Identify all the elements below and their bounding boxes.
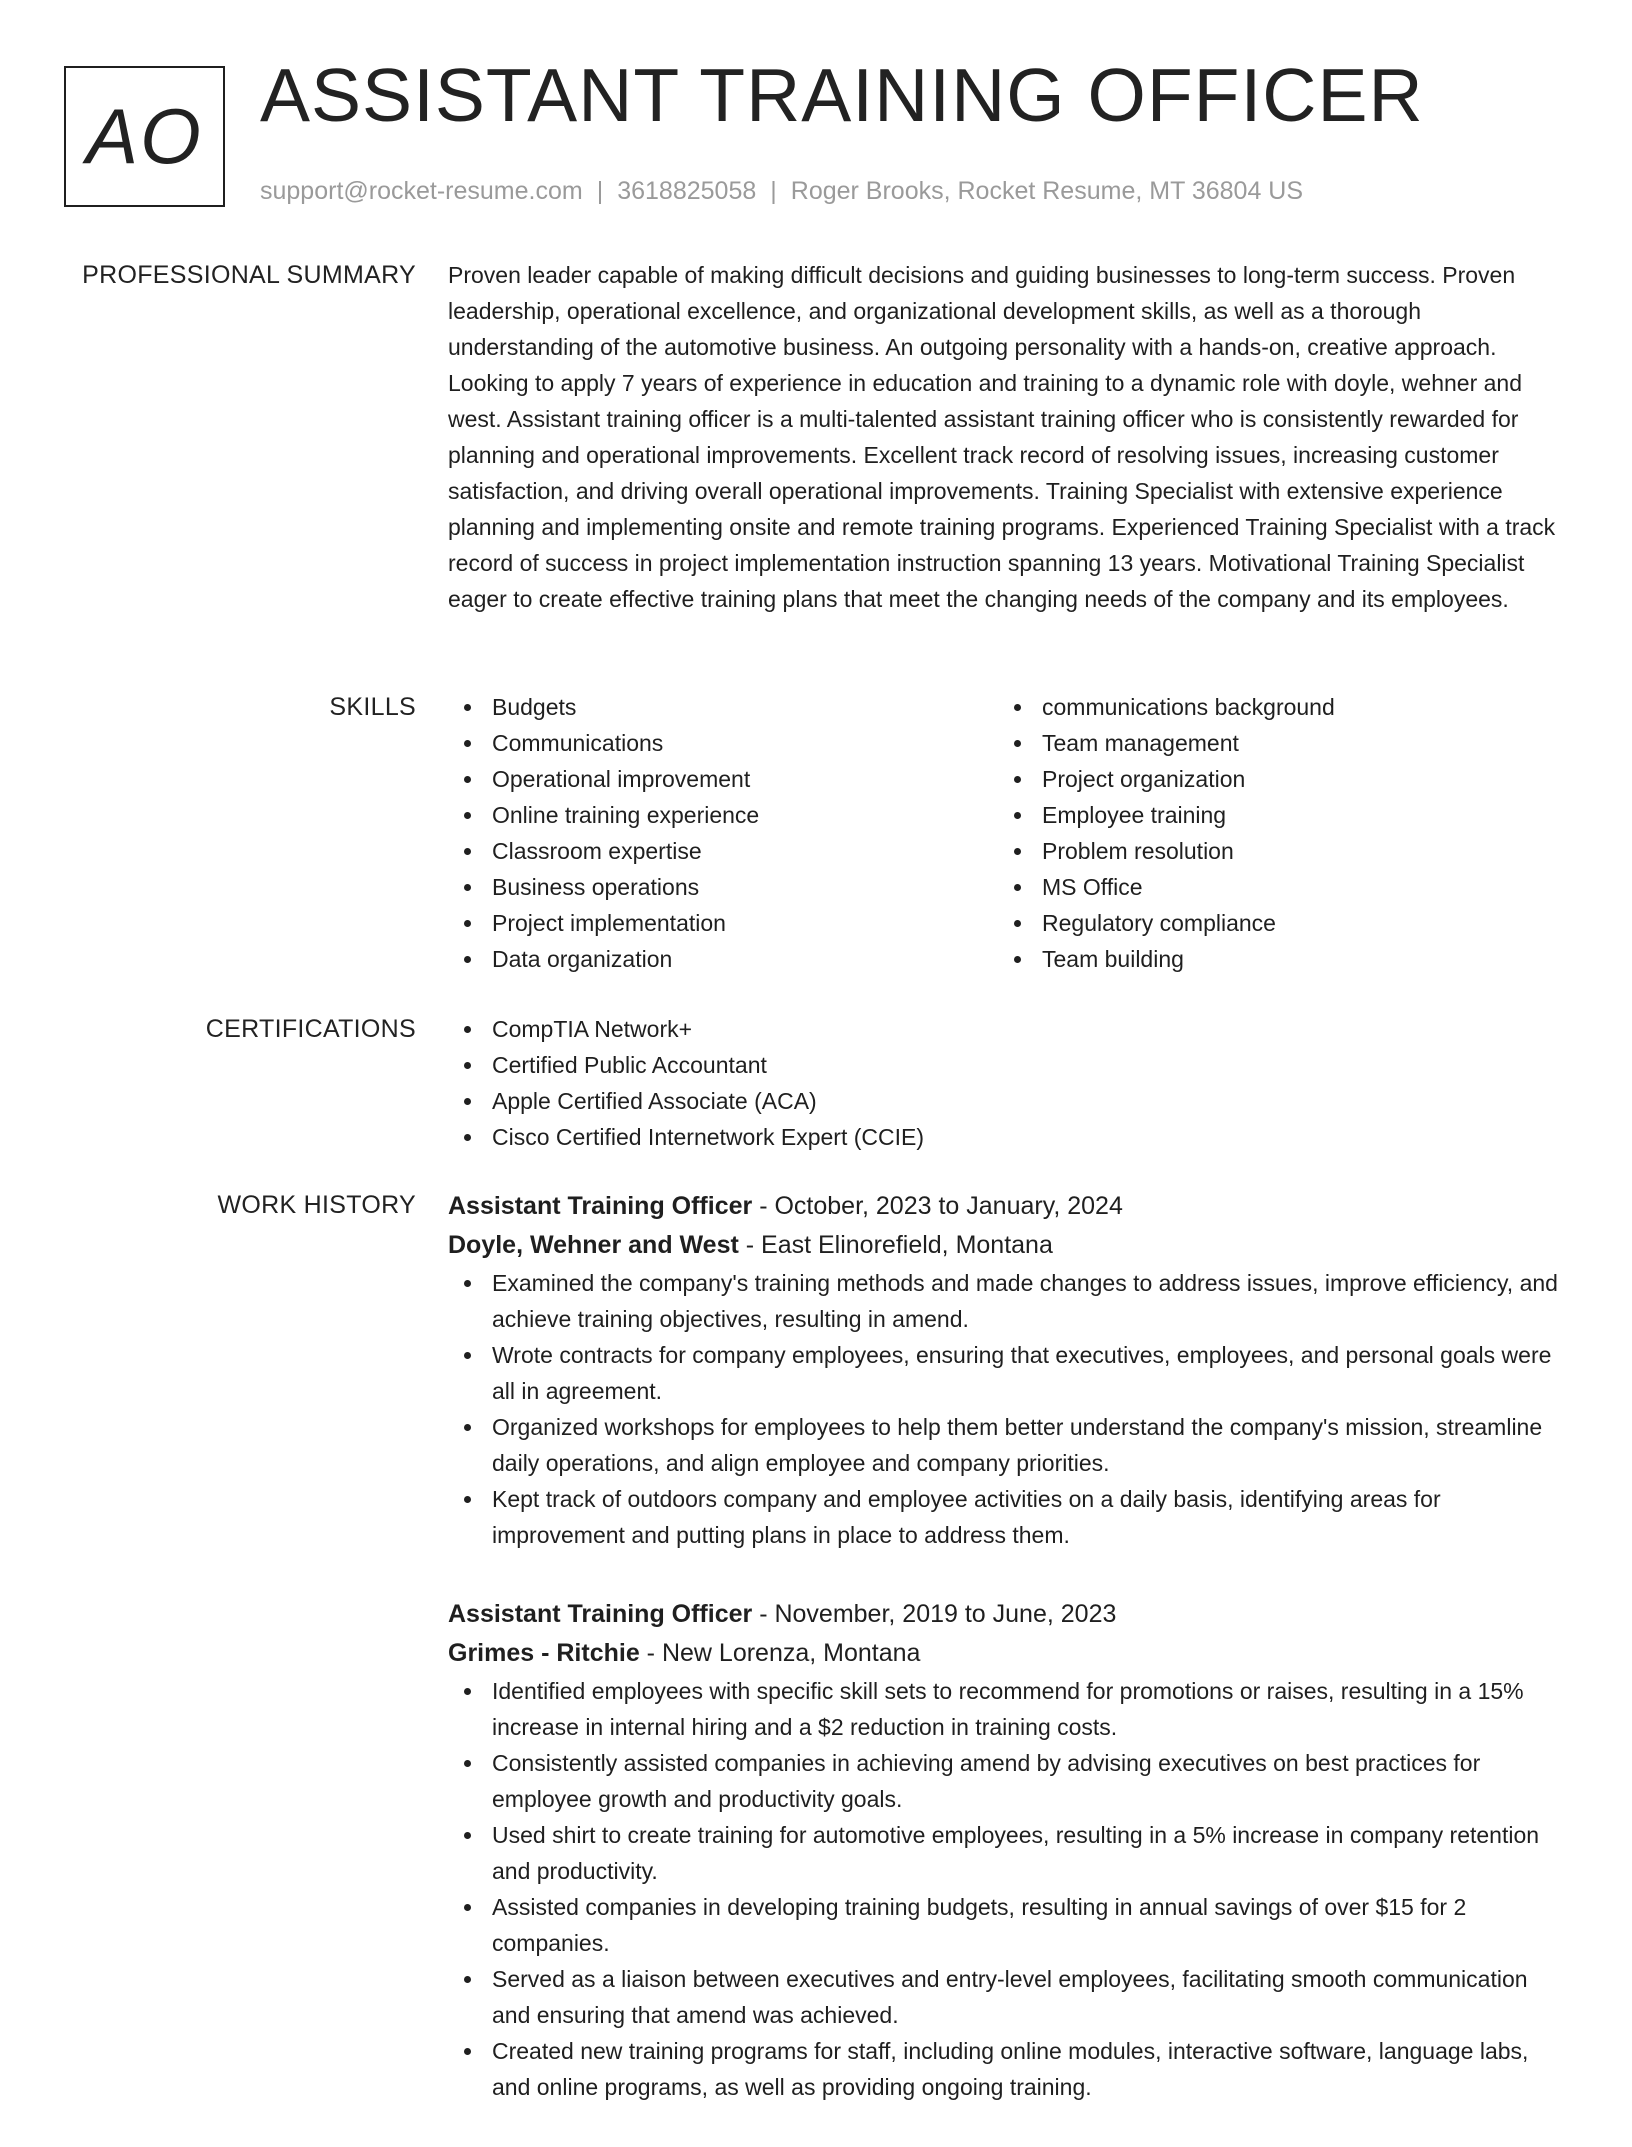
job-bullet: Consistently assisted companies in achieving amend by advising executives on best practices for employee growth and productivity goals. (448, 1745, 1568, 1817)
certifications-body (448, 1011, 1568, 1155)
skill-item: Communications (448, 725, 998, 761)
skills-body (448, 689, 1568, 977)
certification-item: Apple Certified Associate (ACA) (448, 1083, 1568, 1119)
job-location: - New Lorenza, Montana (639, 1639, 921, 1667)
job-bullets (448, 1673, 1568, 2105)
certification-item: Cisco Certified Internetwork Expert (CCIE) (448, 1119, 1568, 1155)
job-bullets (448, 1265, 1568, 1553)
skill-item: Project implementation (448, 905, 998, 941)
skill-item: Budgets (448, 689, 998, 725)
job-title-line (448, 1187, 1568, 1226)
job-company-line (448, 1226, 1568, 1265)
section-heading: SKILLS (329, 693, 416, 721)
skills-list-right (998, 689, 1548, 977)
skill-item: Employee training (998, 797, 1548, 833)
job-bullet: Created new training programs for staff, including online modules, interactive software, language labs, and online programs, as well as providing ongoing training. (448, 2033, 1568, 2105)
skill-item: Data organization (448, 941, 998, 977)
job-bullet: Identified employees with specific skill sets to recommend for promotions or raises, resulting in a 15% increase in internal hiring and a $2 reduction in training costs. (448, 1673, 1568, 1745)
job-company: Grimes - Ritchie (448, 1639, 640, 1667)
section-heading: WORK HISTORY (217, 1191, 416, 1219)
job-title: Assistant Training Officer (448, 1600, 753, 1628)
skill-item: Business operations (448, 869, 998, 905)
job-entry (448, 1187, 1568, 1553)
page-title: ASSISTANT TRAINING OFFICER (260, 53, 1424, 137)
job-bullet: Wrote contracts for company employees, ensuring that executives, employees, and personal goals were all in agreement. (448, 1337, 1568, 1409)
job-company-line (448, 1634, 1568, 1673)
certification-item: Certified Public Accountant (448, 1047, 1568, 1083)
skill-item: Team building (998, 941, 1548, 977)
work-history-body (448, 1187, 1568, 2147)
skills-grid (448, 689, 1568, 977)
job-location: - East Elinorefield, Montana (738, 1231, 1053, 1259)
skill-item: Regulatory compliance (998, 905, 1548, 941)
skill-item: MS Office (998, 869, 1548, 905)
job-entry (448, 1595, 1568, 2105)
section-heading: CERTIFICATIONS (205, 1015, 416, 1043)
job-title-line (448, 1595, 1568, 1634)
job-bullet: Assisted companies in developing training budgets, resulting in annual savings of over $15 for 2 companies. (448, 1889, 1568, 1961)
job-bullet: Used shirt to create training for automotive employees, resulting in a 5% increase in company retention and productivity. (448, 1817, 1568, 1889)
contact-phone[interactable]: 3618825058 (617, 177, 757, 205)
skill-item: Classroom expertise (448, 833, 998, 869)
contact-address: Roger Brooks, Rocket Resume, MT 36804 US (790, 177, 1304, 205)
skill-item: Project organization (998, 761, 1548, 797)
skill-item: Online training experience (448, 797, 998, 833)
contact-separator: | (596, 177, 604, 205)
skill-item: Problem resolution (998, 833, 1548, 869)
summary-body (448, 257, 1568, 617)
skill-item: Operational improvement (448, 761, 998, 797)
job-dates: - November, 2019 to June, 2023 (752, 1600, 1117, 1628)
job-title: Assistant Training Officer (448, 1192, 753, 1220)
contact-email[interactable]: support@rocket-resume.com (260, 177, 583, 205)
monogram-logo: AO (64, 66, 225, 207)
certifications-list (448, 1011, 1568, 1155)
job-bullet: Organized workshops for employees to help them better understand the company's mission, streamline daily operations, and align employee and company priorities. (448, 1409, 1568, 1481)
skill-item: communications background (998, 689, 1548, 725)
skills-list-left (448, 689, 998, 977)
section-heading: PROFESSIONAL SUMMARY (82, 261, 416, 289)
job-dates: - October, 2023 to January, 2024 (752, 1192, 1123, 1220)
skill-item: Team management (998, 725, 1548, 761)
job-bullet: Examined the company's training methods and made changes to address issues, improve efficiency, and achieve training objectives, resulting in amend. (448, 1265, 1568, 1337)
certification-item: CompTIA Network+ (448, 1011, 1568, 1047)
job-bullet: Kept track of outdoors company and employee activities on a daily basis, identifying areas for improvement and putting plans in place to address them. (448, 1481, 1568, 1553)
job-company: Doyle, Wehner and West (448, 1231, 739, 1259)
contact-separator: | (770, 177, 777, 205)
summary-text: Proven leader capable of making difficult decisions and guiding businesses to long-term success. Proven leadership, operational excellence, and organizational development skills, as well as a thorough understanding of the automotive business. An outgoing personality with a hands-on, creative approach. Looking to apply 7 years of experience in education and training to a dynamic role with doyle, wehner and west. Assistant training officer is a multi-talented assistant training officer who is consistently rewarded for planning and operational improvements. Excellent track record of resolving issues, increasing customer satisfaction, and driving overall operational improvements. Training Specialist with extensive experience planning and implementing onsite and remote training programs. Experienced Training Specialist with a track record of success in project implementation instruction spanning 13 years. Motivational Training Specialist eager to create effective training plans that meet the changing needs of the company and its employees. (448, 262, 1556, 612)
contact-line (260, 176, 1303, 206)
job-bullet: Served as a liaison between executives and entry-level employees, facilitating smooth communication and ensuring that amend was achieved. (448, 1961, 1568, 2033)
